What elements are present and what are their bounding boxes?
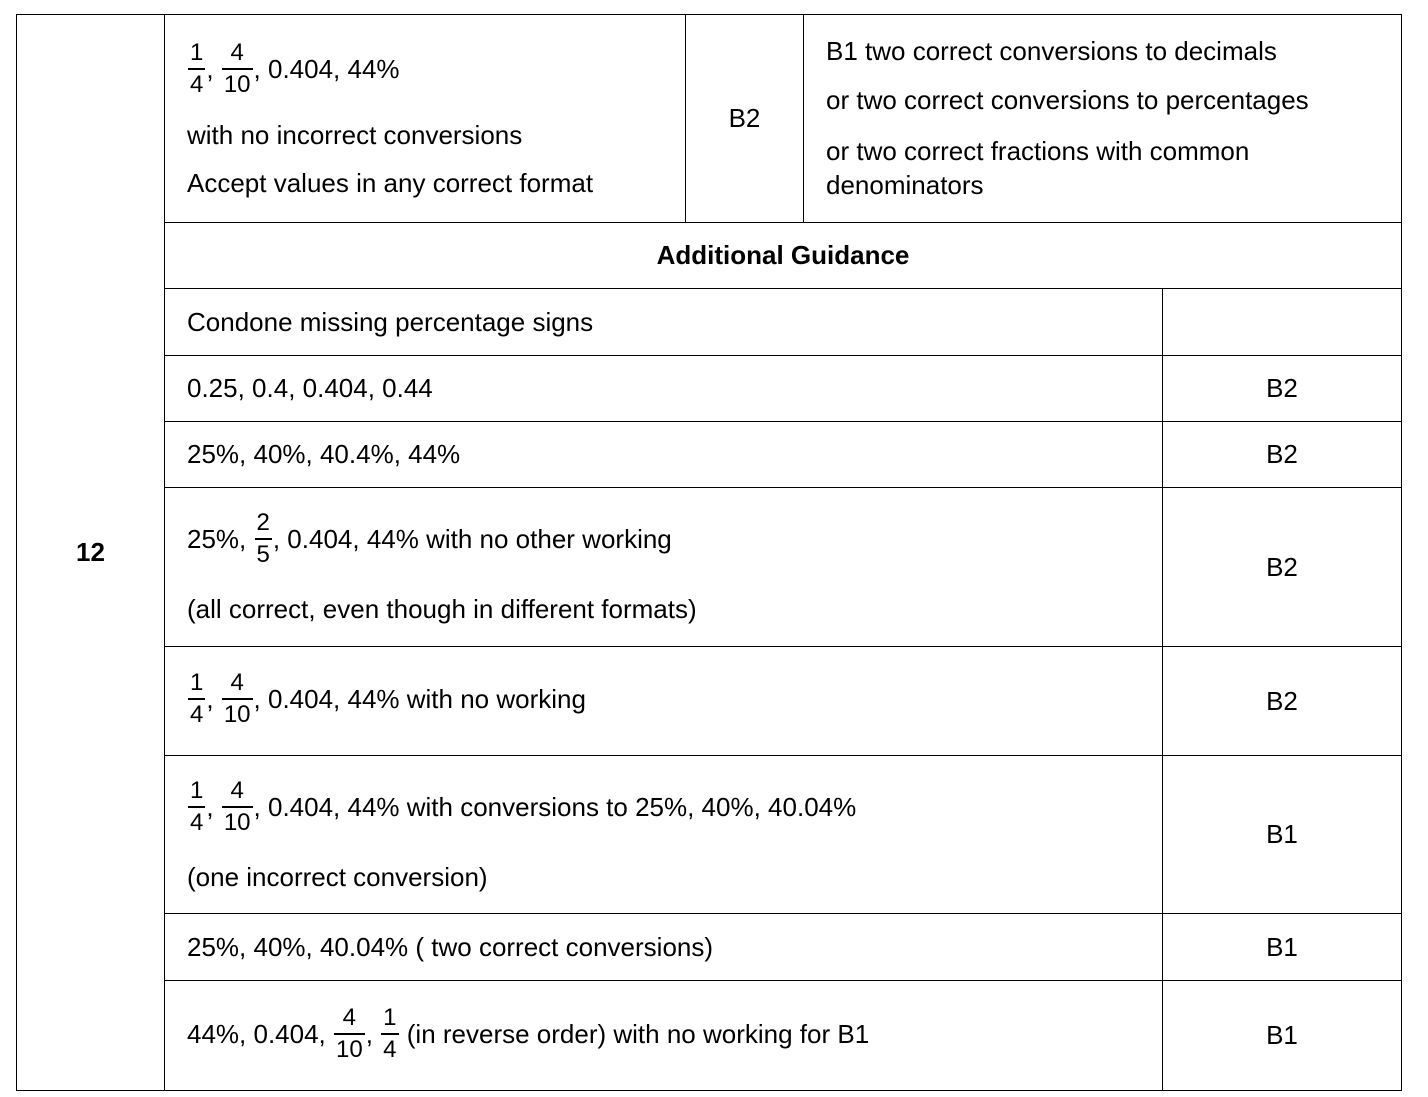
guidance-mark: B1 [1163,914,1402,981]
additional-guidance-heading: Additional Guidance [165,223,1402,289]
guidance-mark: B2 [1163,422,1402,488]
guidance-text: $\frac{1}{4}$ , $\frac{4}{10}$ , 0.404, 44% with conversions to 25%, 40%, 40.04% (one incorrect conversion) [165,756,1163,914]
guidance-mark [1163,289,1402,356]
guidance-mark: B2 [1163,647,1402,756]
answer-cell [165,15,686,223]
fraction-one-quarter: $\frac{1}{4}$ [190,776,204,836]
fraction-four-tenths: $\frac{4}{10}$ [223,776,251,836]
question-number: 12 [17,15,165,1091]
guidance-row [17,289,1402,356]
partial-line-1: B1 two correct conversions to decimals [826,35,1277,66]
partial-line-3: or two correct fractions with common denominators [826,135,1250,200]
fraction-four-tenths: $\frac{4}{10}$ [336,1003,363,1063]
guidance-row [17,914,1402,981]
partial-line-2: or two correct conversions to percentages [826,84,1309,115]
guidance-mark: B1 [1163,981,1402,1091]
guidance-mark: B2 [1163,356,1402,422]
mark-scheme-table [16,14,1402,1091]
fraction-four-tenths: $\frac{4}{10}$ [223,669,251,728]
answer-line-2: with no incorrect conversions [187,119,523,150]
guidance-text: 44%, 0.404, $\frac{4}{10}$ , $\frac{1}{4}$ (in reverse order) with no working for B1 [165,981,1163,1091]
guidance-text: $\frac{1}{4}$ , $\frac{4}{10}$ , 0.404, 44% with no working [165,647,1163,756]
fraction-two-fifths: $\frac{2}{5}$ [256,509,270,568]
guidance-text: 25%, 40%, 40.04% ( two correct conversions) [165,914,1163,981]
guidance-note: (one incorrect conversion) [187,861,488,892]
guidance-text: Condone missing percentage signs [165,289,1163,356]
partial-marks-cell [804,15,1402,223]
fraction-four-tenths: $\frac{4}{10}$ [223,38,251,98]
answer-row [17,15,1402,223]
guidance-mark: B2 [1163,488,1402,647]
guidance-row [17,356,1402,422]
guidance-note: (all correct, even though in different formats) [187,594,697,624]
guidance-row [17,647,1402,756]
guidance-text: 25%, $\frac{2}{5}$ , 0.404, 44% with no other working (all correct, even though in different formats) [165,488,1163,647]
answer-line-1: $\frac{1}{4}$ , $\frac{4}{10}$ , 0.404, 44% [190,38,400,98]
answer-line-3: Accept values in any correct format [187,167,594,198]
fraction-one-quarter: $\frac{1}{4}$ [190,38,204,98]
guidance-row [17,981,1402,1091]
guidance-text: 25%, 40%, 40.4%, 44% [165,422,1163,488]
fraction-one-quarter: $\frac{1}{4}$ [383,1003,397,1063]
guidance-text: 0.25, 0.4, 0.404, 0.44 [165,356,1163,422]
fraction-one-quarter: $\frac{1}{4}$ [190,669,204,728]
guidance-row [17,488,1402,647]
guidance-row [17,756,1402,914]
guidance-mark: B1 [1163,756,1402,914]
mark-cell: B2 [686,15,804,223]
guidance-row [17,422,1402,488]
